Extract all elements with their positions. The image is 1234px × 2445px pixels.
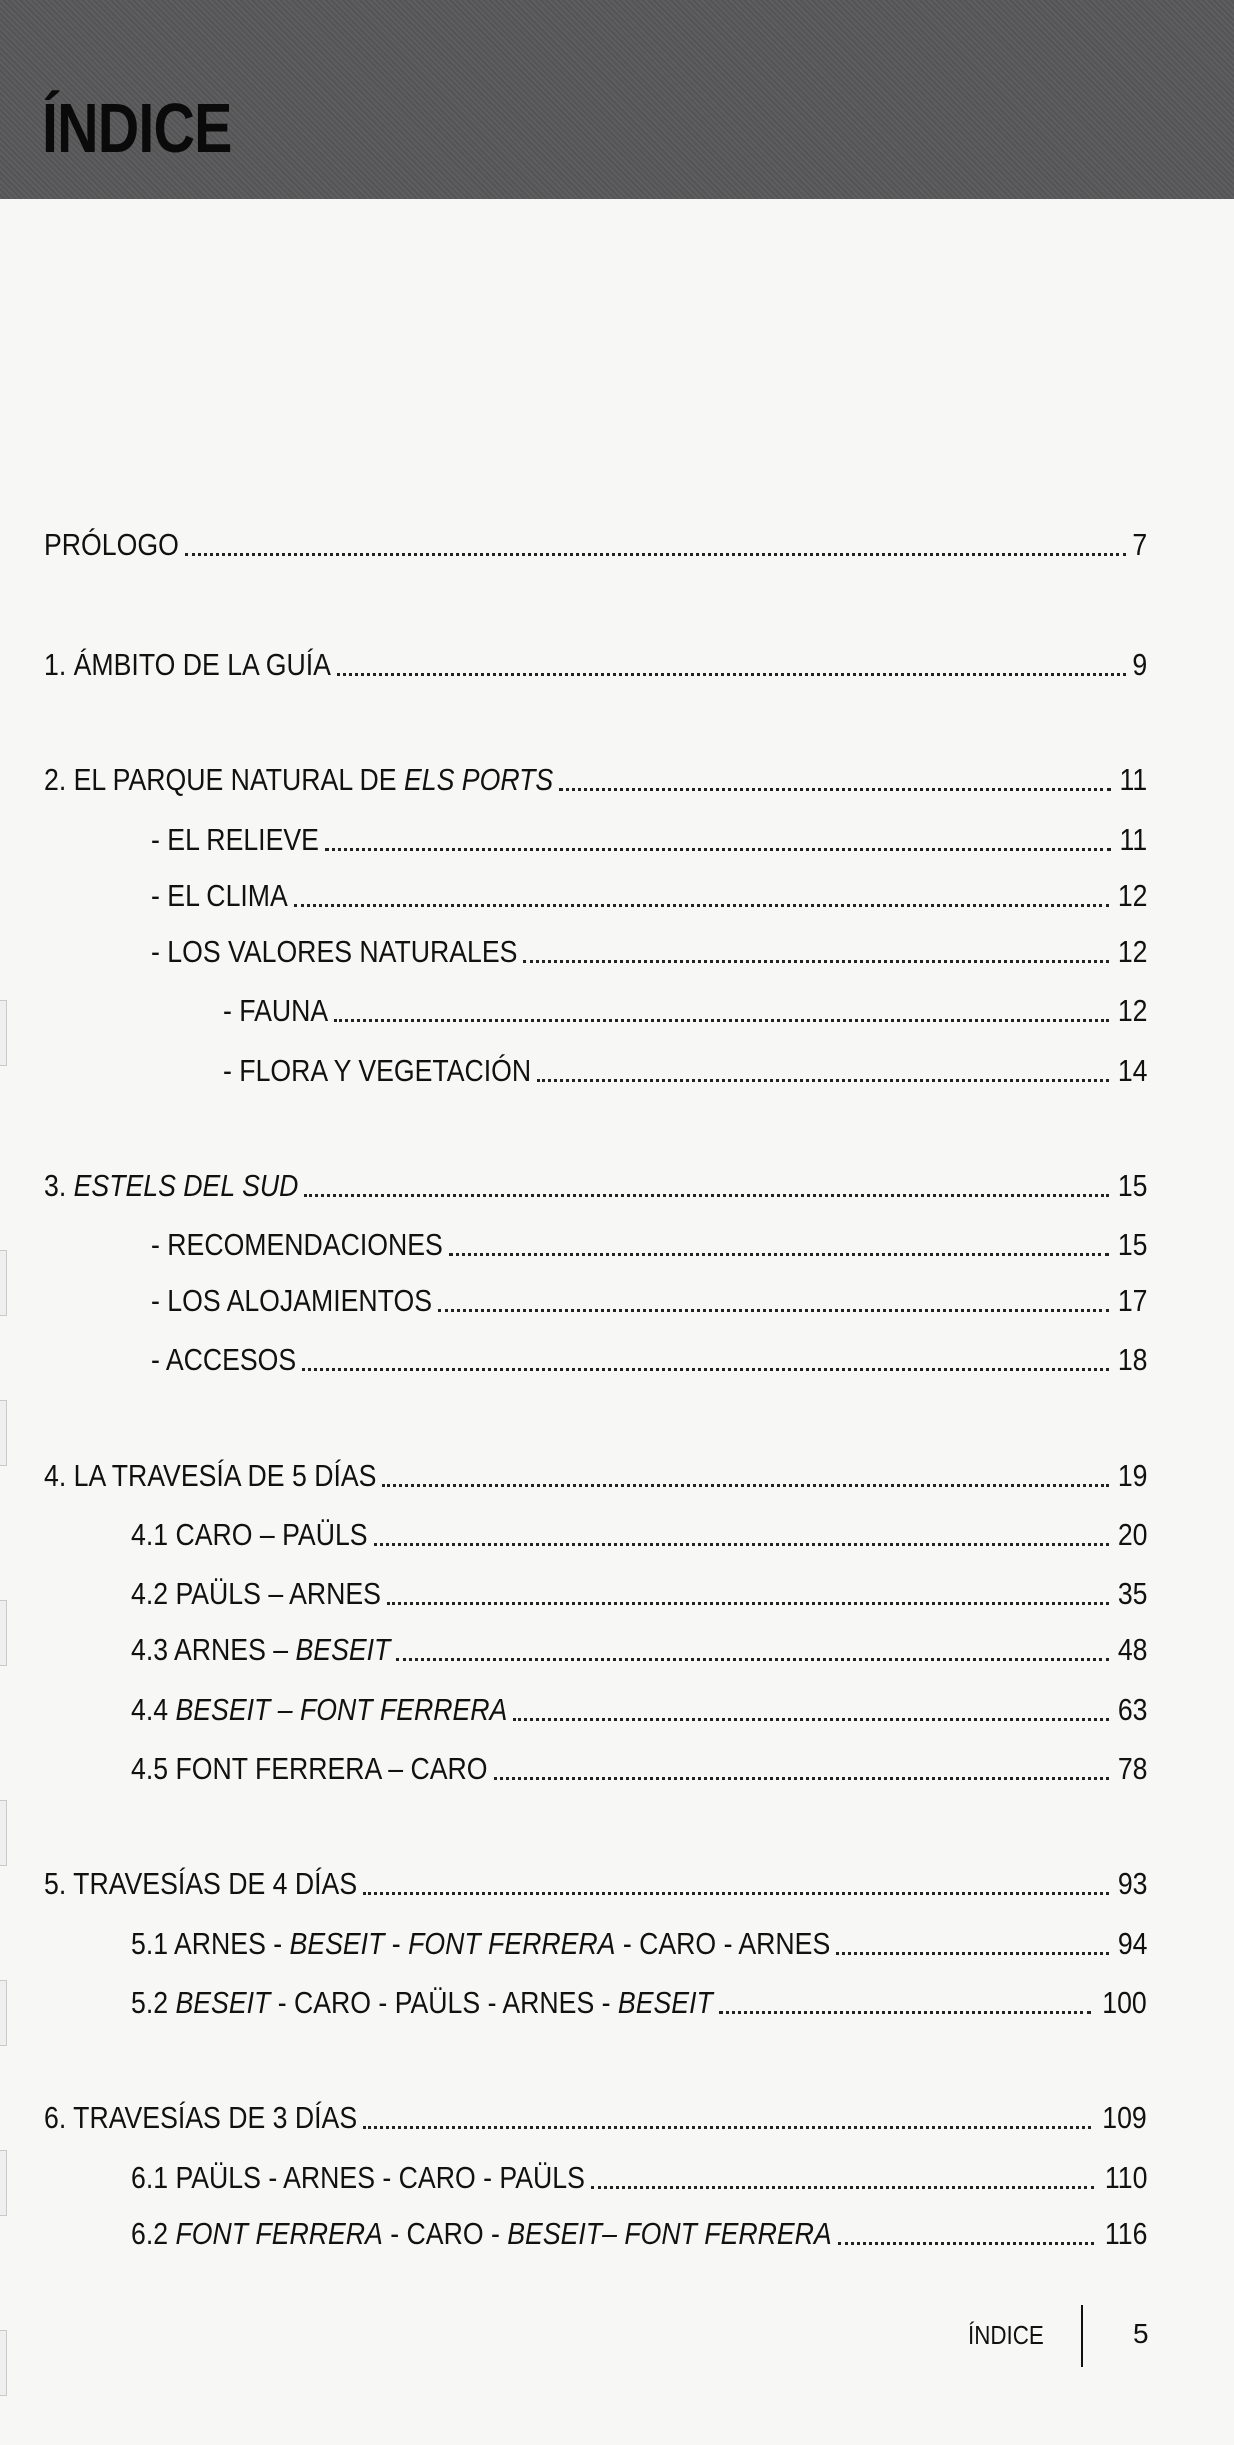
toc-page-number: 11: [1119, 822, 1147, 857]
binding-mark: [0, 2150, 7, 2216]
toc-entry: [131, 1924, 1147, 1964]
dot-leader: [337, 673, 1126, 676]
toc-page-number: 12: [1117, 878, 1147, 913]
toc-title-part: 4. LA TRAVESÍA DE 5 DÍAS: [44, 1458, 377, 1493]
toc-entry-title: [44, 525, 179, 565]
toc-entry-title: [151, 1340, 296, 1380]
binding-mark: [0, 1600, 7, 1666]
dot-leader: [294, 904, 1109, 907]
toc-page-number: 12: [1117, 934, 1147, 969]
toc-title-part: - EL CLIMA: [151, 878, 288, 913]
binding-mark: [0, 1800, 7, 1866]
toc-page-number: 94: [1117, 1926, 1147, 1961]
dot-leader: [304, 1194, 1108, 1197]
toc-entry-title: [131, 2158, 585, 2198]
toc-page-number: 110: [1104, 2160, 1147, 2195]
toc-page-number: 35: [1117, 1576, 1147, 1611]
toc-entry: [44, 1166, 1147, 1206]
toc-page-number: 17: [1117, 1283, 1147, 1318]
dot-leader: [363, 1892, 1108, 1895]
toc-entry-title: [44, 2098, 357, 2138]
dot-leader: [523, 960, 1108, 963]
dot-leader: [374, 1543, 1109, 1546]
dot-leader: [302, 1368, 1108, 1371]
dot-leader: [559, 788, 1111, 791]
toc-entry-title: [151, 932, 517, 972]
dot-leader: [387, 1602, 1109, 1605]
toc-entry: [151, 1281, 1147, 1321]
toc-page-number: 19: [1117, 1458, 1147, 1493]
binding-mark: [0, 2330, 7, 2396]
dot-leader: [449, 1253, 1109, 1256]
toc-entry: [44, 1456, 1147, 1496]
toc-title-part: BESEIT – FONT FERRERA: [175, 1692, 508, 1727]
dot-leader: [537, 1079, 1108, 1082]
toc-title-part: BESEIT– FONT FERRERA: [507, 2216, 832, 2251]
toc-page-number: 78: [1117, 1751, 1147, 1786]
toc-title-part: - ACCESOS: [151, 1342, 297, 1377]
dot-leader: [591, 2186, 1094, 2189]
toc-title-part: - CARO - PAÜLS - ARNES -: [270, 1985, 618, 2020]
toc-page-number: 109: [1102, 2100, 1147, 2135]
toc-title-part: - CARO - ARNES: [615, 1926, 831, 1961]
toc-title-part: - LOS VALORES NATURALES: [151, 934, 518, 969]
dot-leader: [836, 1952, 1108, 1955]
toc-entry-title: [131, 1690, 507, 1730]
toc-entry-title: [151, 820, 319, 860]
toc-entry: [44, 525, 1147, 565]
toc-page-number: 15: [1117, 1227, 1147, 1262]
toc-entry-title: [44, 645, 331, 685]
toc-title-part: 4.2 PAÜLS – ARNES: [131, 1576, 381, 1611]
toc-title-part: 5. TRAVESÍAS DE 4 DÍAS: [44, 1866, 358, 1901]
toc-title-part: - EL RELIEVE: [151, 822, 319, 857]
toc-entry-title: [131, 1983, 713, 2023]
toc-page-number: 116: [1104, 2216, 1147, 2251]
toc-page-number: 11: [1119, 762, 1147, 797]
toc-entry: [44, 760, 1147, 800]
dot-leader: [325, 848, 1111, 851]
dot-leader: [838, 2242, 1094, 2245]
toc-title-part: ESTELS DEL SUD: [73, 1168, 299, 1203]
toc-title-part: FONT FERRERA: [408, 1926, 616, 1961]
toc-title-part: ELS PORTS: [404, 762, 554, 797]
toc-page-number: 20: [1117, 1517, 1147, 1552]
toc-title-part: - CARO -: [382, 2216, 508, 2251]
toc-entry-title: [151, 1281, 432, 1321]
toc-entry: [131, 1574, 1147, 1614]
binding-mark: [0, 1250, 7, 1316]
toc-title-part: 4.5 FONT FERRERA – CARO: [131, 1751, 488, 1786]
toc-entry: [44, 2098, 1147, 2138]
toc-title-part: 2. EL PARQUE NATURAL DE: [44, 762, 405, 797]
toc-entry-title: [131, 1574, 381, 1614]
toc-title-part: -: [384, 1926, 409, 1961]
toc-entry: [223, 991, 1147, 1031]
dot-leader: [382, 1484, 1108, 1487]
toc-title-part: BESEIT: [289, 1926, 385, 1961]
binding-mark: [0, 1400, 7, 1466]
toc-entry-title: [44, 1864, 357, 1904]
toc-page-number: 7: [1132, 527, 1147, 562]
toc-title-part: PRÓLOGO: [44, 527, 179, 562]
toc-page-number: 12: [1117, 993, 1147, 1028]
toc-entry: [131, 1983, 1147, 2023]
footer-page-number: 5: [1133, 2318, 1149, 2349]
toc-entry-title: [131, 1924, 830, 1964]
toc-entry-title: [131, 2214, 832, 2254]
toc-entry: [131, 2158, 1147, 2198]
toc-title-part: BESEIT: [617, 1985, 713, 2020]
toc-title-part: - FLORA Y VEGETACIÓN: [223, 1053, 532, 1088]
toc-entry: [151, 876, 1147, 916]
dot-leader: [513, 1718, 1108, 1721]
toc-title-part: 4.4: [131, 1692, 176, 1727]
dot-leader: [185, 553, 1126, 556]
toc-entry: [151, 1340, 1147, 1380]
toc-page-number: 48: [1117, 1632, 1147, 1667]
dot-leader: [334, 1019, 1108, 1022]
toc-entry-title: [131, 1630, 390, 1670]
toc-page-number: 18: [1117, 1342, 1147, 1377]
toc-entry: [131, 1630, 1147, 1670]
toc-entry-title: [44, 760, 553, 800]
dot-leader: [719, 2011, 1091, 2014]
toc-title-part: 5.1 ARNES -: [131, 1926, 290, 1961]
toc-title-part: 5.2: [131, 1985, 176, 2020]
toc-entry: [44, 645, 1147, 685]
header-bar: [0, 0, 1234, 199]
toc-title-part: - LOS ALOJAMIENTOS: [151, 1283, 433, 1318]
dot-leader: [363, 2126, 1091, 2129]
toc-title-part: 6.1 PAÜLS - ARNES - CARO - PAÜLS: [131, 2160, 585, 2195]
toc-title-part: BESEIT: [295, 1632, 391, 1667]
toc-entry-title: [151, 876, 288, 916]
footer-divider: [1081, 2305, 1083, 2367]
dot-leader: [396, 1658, 1108, 1661]
toc-entry: [131, 2214, 1147, 2254]
toc-entry-title: [223, 1051, 531, 1091]
toc-entry-title: [44, 1456, 376, 1496]
toc-title-part: 6. TRAVESÍAS DE 3 DÍAS: [44, 2100, 358, 2135]
toc-title-part: 4.3 ARNES –: [131, 1632, 296, 1667]
toc-entry-title: [131, 1749, 488, 1789]
toc-entry: [131, 1690, 1147, 1730]
toc-entry-title: [151, 1225, 443, 1265]
dot-leader: [494, 1777, 1109, 1780]
toc-page-number: 15: [1117, 1168, 1147, 1203]
dot-leader: [438, 1309, 1109, 1312]
page-title: ÍNDICE: [42, 89, 232, 167]
toc-entry-title: [131, 1515, 368, 1555]
toc-entry: [151, 820, 1147, 860]
toc-entry: [131, 1515, 1147, 1555]
toc-entry: [223, 1051, 1147, 1091]
footer-section-label: ÍNDICE: [968, 2320, 1044, 2350]
toc-page-number: 14: [1117, 1053, 1147, 1088]
toc-title-part: 1. ÁMBITO DE LA GUÍA: [44, 647, 331, 682]
toc-entry-title: [223, 991, 328, 1031]
binding-mark: [0, 1000, 7, 1066]
toc-entry: [151, 1225, 1147, 1265]
toc-title-part: 6.2: [131, 2216, 176, 2251]
toc-title-part: FONT FERRERA: [175, 2216, 383, 2251]
toc-page-number: 63: [1117, 1692, 1147, 1727]
toc-title-part: 4.1 CARO – PAÜLS: [131, 1517, 368, 1552]
toc-entry: [151, 932, 1147, 972]
toc-title-part: - RECOMENDACIONES: [151, 1227, 443, 1262]
toc-page-number: 9: [1132, 647, 1147, 682]
toc-page-number: 93: [1117, 1866, 1147, 1901]
binding-mark: [0, 1980, 7, 2046]
toc-entry: [44, 1864, 1147, 1904]
toc-title-part: 3.: [44, 1168, 74, 1203]
toc-entry-title: [44, 1166, 298, 1206]
toc-title-part: - FAUNA: [223, 993, 329, 1028]
toc-title-part: BESEIT: [175, 1985, 271, 2020]
toc-page-number: 100: [1102, 1985, 1147, 2020]
toc-entry: [131, 1749, 1147, 1789]
